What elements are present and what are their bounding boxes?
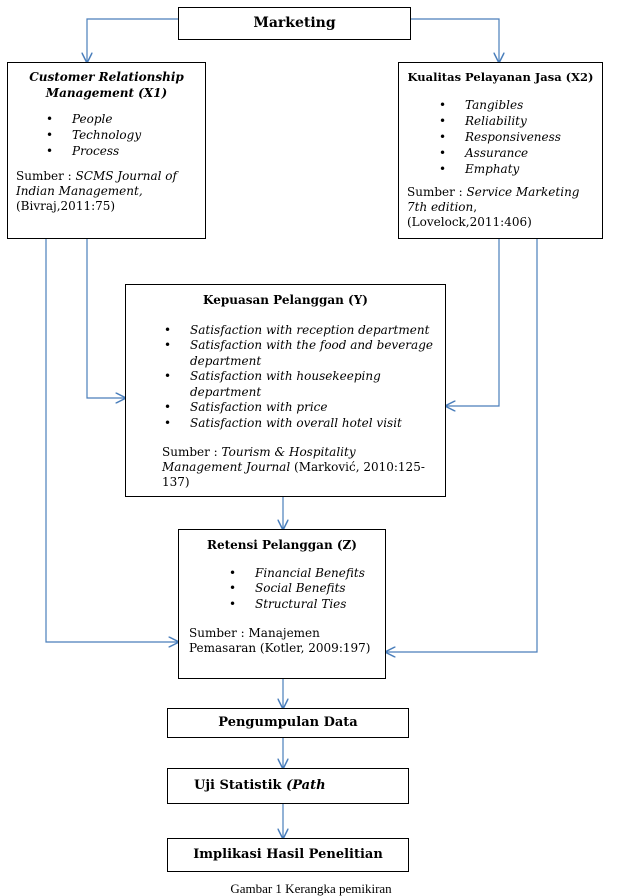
- z-item: • Financial Benefits: [189, 566, 375, 582]
- z-title: Retensi Pelanggan (Z): [207, 538, 357, 552]
- x1-source-prefix: Sumber :: [16, 169, 72, 183]
- z-source-line1: Sumber : Manajemen: [189, 626, 320, 640]
- z-item: • Structural Ties: [189, 597, 375, 613]
- marketing-label: Marketing: [253, 15, 336, 31]
- y-item: • Satisfaction with price: [162, 400, 435, 416]
- y-item: • Satisfaction with housekeeping department: [162, 369, 435, 400]
- step-uji-statistik-path: (Path: [286, 778, 326, 793]
- x1-source: [16, 169, 197, 214]
- step-uji-statistik-label: Uji Statistik: [194, 778, 287, 793]
- x2-source: [407, 185, 594, 230]
- x2-item: • Reliability: [407, 113, 594, 129]
- y-item: • Satisfaction with overall hotel visit: [162, 416, 435, 432]
- z-source-line2: Pemasaran (Kotler, 2009:197): [189, 641, 371, 655]
- step-uji-statistik: [167, 768, 409, 804]
- x1-item: • People: [16, 111, 197, 127]
- arrow-x2-to-y: [446, 239, 499, 406]
- step-pengumpulan-data-label: Pengumpulan Data: [218, 715, 358, 730]
- y-item: • Satisfaction with reception department: [162, 323, 435, 339]
- x1-list: [16, 111, 197, 159]
- z-list: [189, 566, 375, 613]
- z-item: • Social Benefits: [189, 581, 375, 597]
- x2-item: • Tangibles: [407, 97, 594, 113]
- x1-title: Customer Relationship Management (X1): [29, 70, 184, 100]
- z-source: [189, 626, 375, 656]
- x2-source-title: Service Marketing 7th edition: [407, 185, 580, 214]
- step-implikasi: [167, 838, 409, 872]
- arrow-marketing-to-x2: [411, 19, 499, 62]
- x1-item: • Technology: [16, 127, 197, 143]
- x1-item: • Process: [16, 143, 197, 159]
- y-source-prefix: Sumber :: [162, 445, 218, 459]
- x1-source-title: SCMS Journal of Indian Management,: [16, 169, 177, 198]
- step-implikasi-label: Implikasi Hasil Penelitian: [193, 847, 383, 862]
- x2-item: • Responsiveness: [407, 129, 594, 145]
- marketing-box: [178, 7, 411, 40]
- y-source: [162, 445, 435, 490]
- x2-item: • Emphaty: [407, 161, 594, 177]
- x2-item: • Assurance: [407, 145, 594, 161]
- x1-source-ref: (Bivraj,2011:75): [16, 199, 116, 213]
- z-box: [178, 529, 386, 679]
- x2-source-prefix: Sumber :: [407, 185, 463, 199]
- arrow-x1-to-y: [87, 239, 125, 398]
- y-title: Kepuasan Pelanggan (Y): [203, 293, 368, 307]
- arrow-marketing-to-x1: [87, 19, 178, 62]
- x2-title: Kualitas Pelayanan Jasa (X2): [407, 70, 594, 84]
- y-box: [125, 284, 446, 497]
- x1-box: [7, 62, 206, 239]
- x2-source-ref: , (Lovelock,2011:406): [407, 200, 532, 229]
- y-item: • Satisfaction with the food and beverage department: [162, 338, 435, 369]
- y-source-ref: (Marković, 2010:125-137): [162, 460, 425, 489]
- y-list: [162, 323, 435, 432]
- x2-box: [398, 62, 603, 239]
- x2-list: [407, 97, 594, 177]
- y-source-title: Tourism & Hospitality Management Journal: [162, 445, 356, 474]
- step-pengumpulan-data: [167, 708, 409, 738]
- figure-caption: Gambar 1 Kerangka pemikiran: [230, 882, 392, 896]
